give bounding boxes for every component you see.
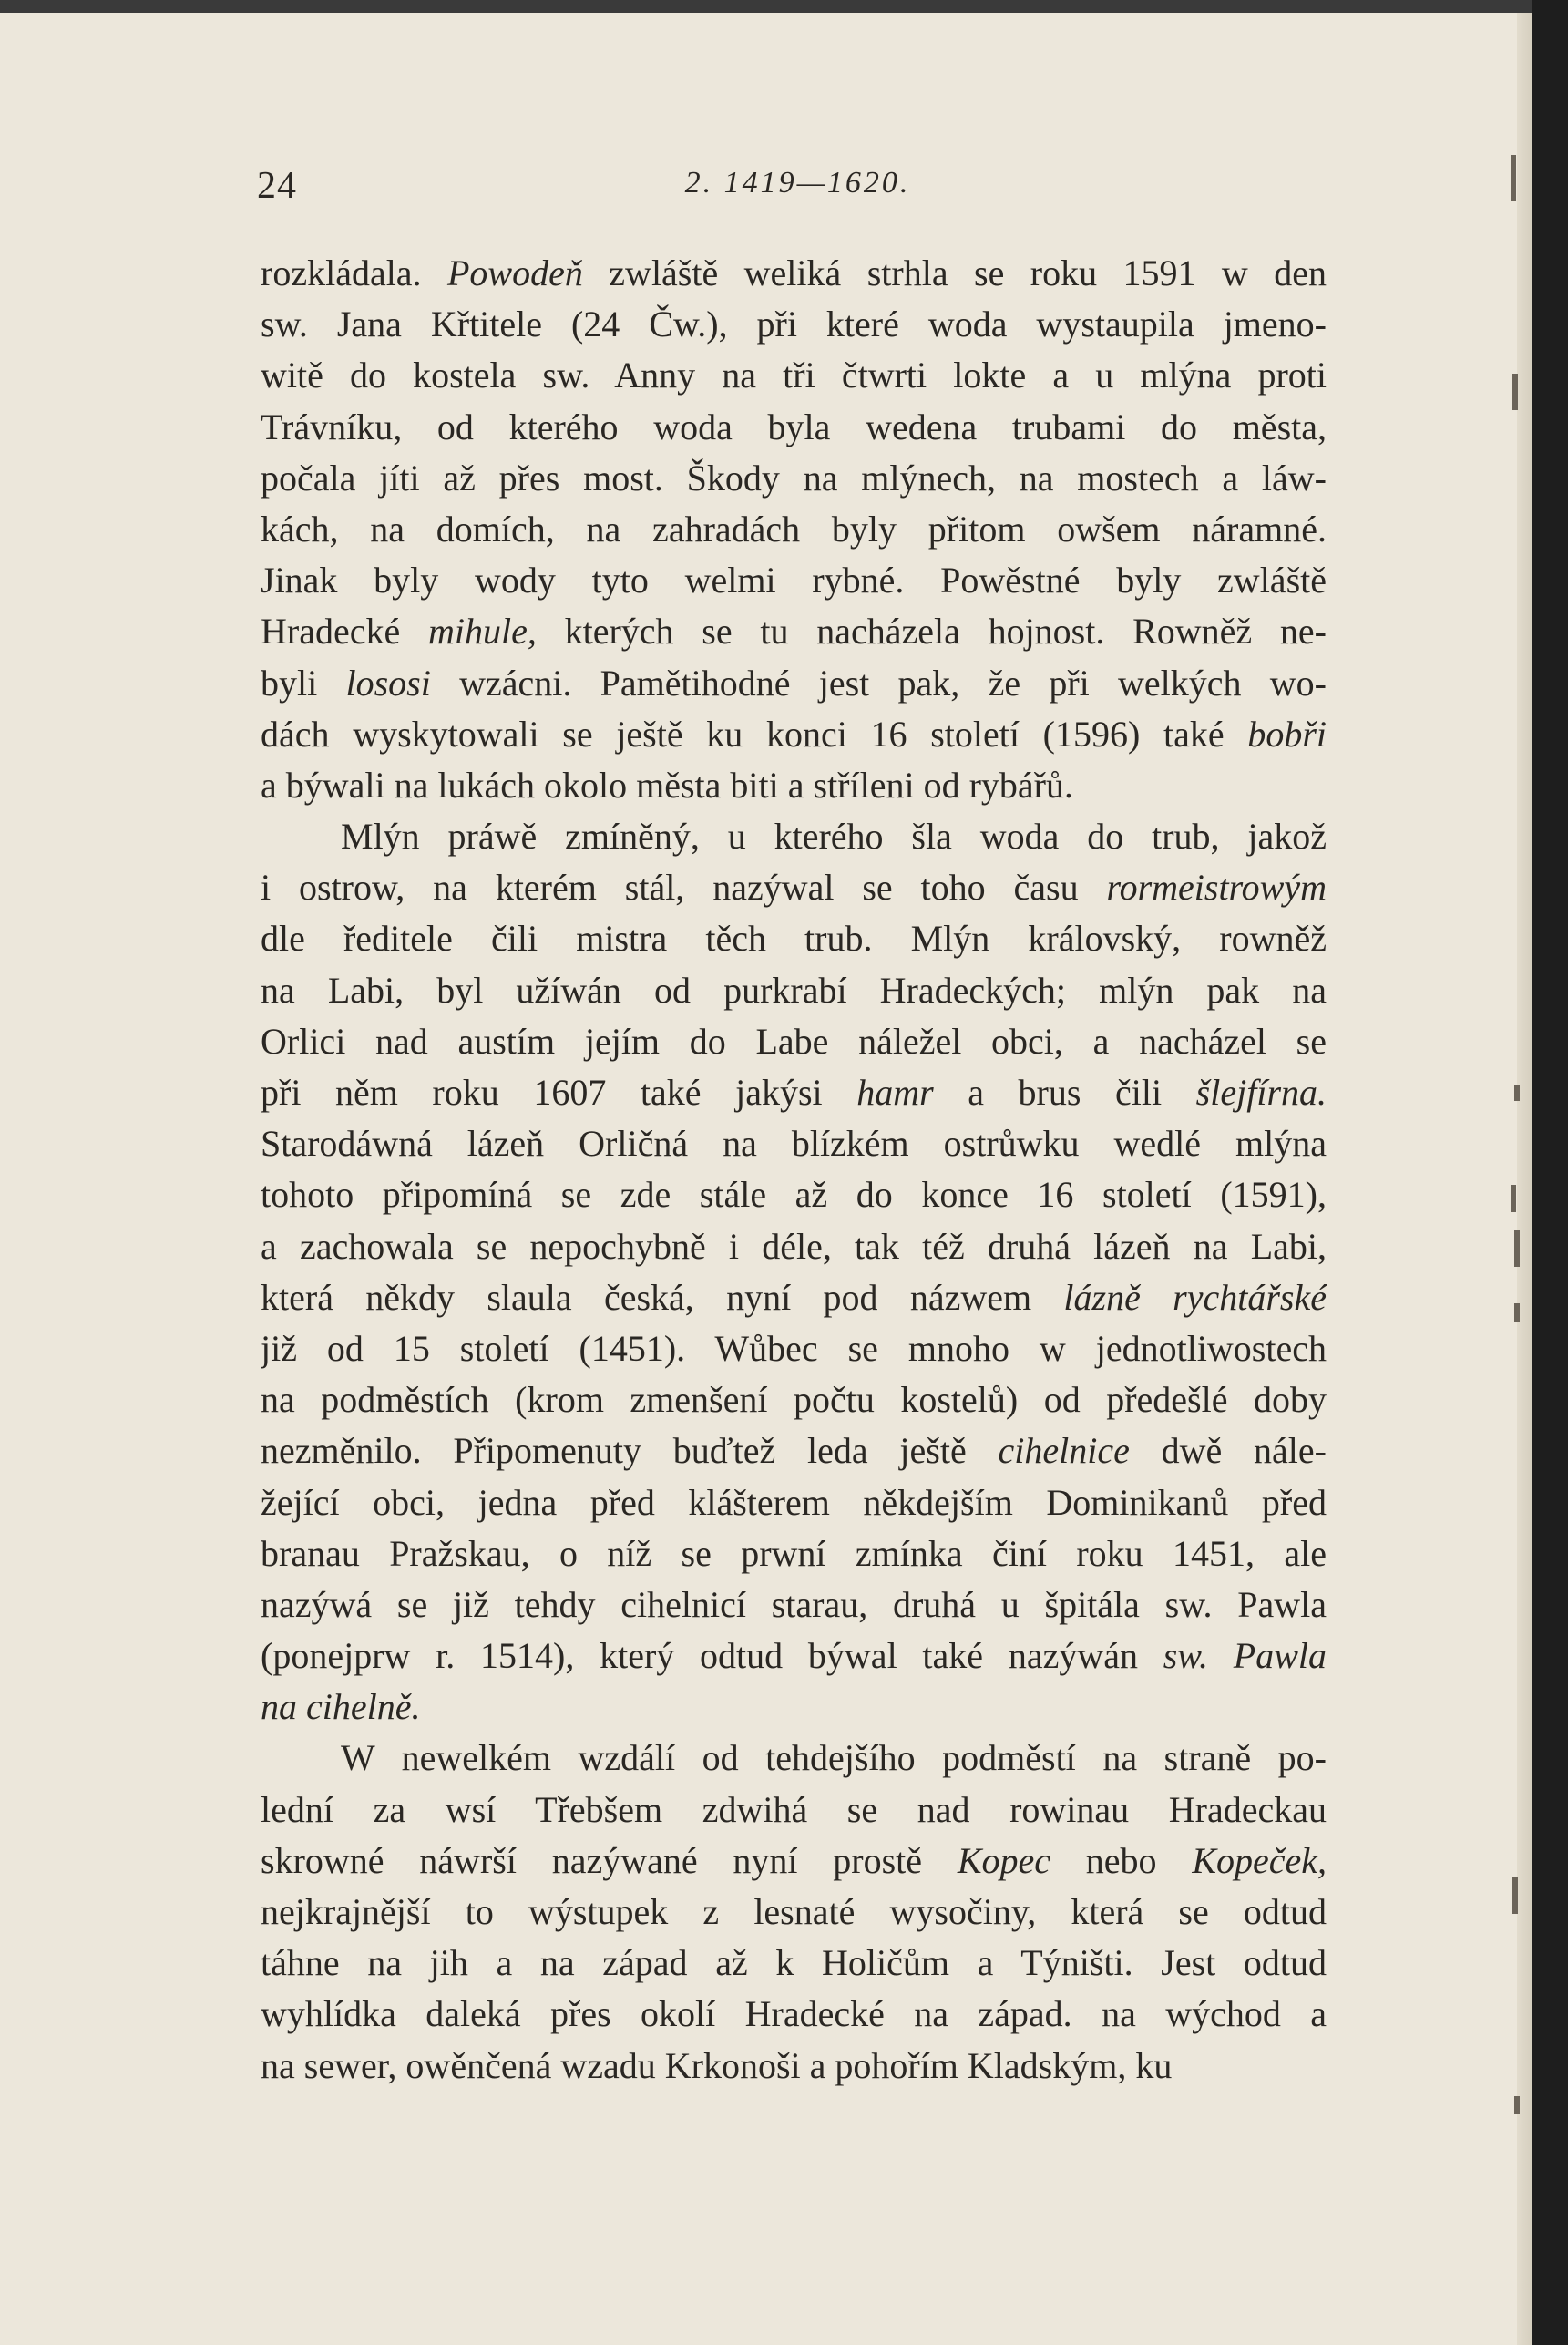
text-line (261, 760, 1327, 811)
text-line (261, 248, 1327, 299)
text-run: počala jíti až přes most. Škody na mlýnech, na mostech a láw- (261, 457, 1327, 499)
text-run: a býwali na lukách okolo města biti a stříleni od rybářů. (261, 764, 1073, 806)
text-line (261, 1118, 1327, 1169)
text-line (261, 1169, 1327, 1220)
italic-term: cihelnice (998, 1430, 1130, 1472)
text-line (261, 1733, 1327, 1784)
text-line (261, 1579, 1327, 1630)
text-line (261, 2041, 1327, 2092)
text-line (261, 1887, 1327, 1938)
text-run: a brus čili (933, 1072, 1196, 1113)
text-run: (ponejprw r. 1514), který odtud býwal také nazýwán (261, 1635, 1163, 1677)
margin-mark (1512, 1877, 1518, 1914)
text-line (261, 811, 1327, 862)
text-run: na sewer, owěnčená wzadu Krkonoši a pohořím Kladským, ku (261, 2044, 1173, 2086)
margin-mark (1511, 1185, 1516, 1212)
italic-term: na cihelně. (261, 1686, 421, 1728)
text-run: Hradecké (261, 611, 428, 653)
text-run: witě do kostela sw. Anny na tři čtwrti lokte a u mlýna proti (261, 355, 1327, 396)
text-run: Orlici nad austím jejím do Labe náležel obci, a nacházel se (261, 1020, 1327, 1062)
italic-term: bobři (1247, 713, 1327, 755)
text-run: na podměstích (krom zmenšení počtu kostelů) od předešlé doby (261, 1379, 1327, 1421)
text-run: wyhlídka daleká přes okolí Hradecké na západ. na wýchod a (261, 1993, 1327, 2035)
italic-term: Kopeček, (1192, 1839, 1327, 1881)
text-run: již od 15 století (1451). Wůbec se mnoho w jednotliwostech (261, 1327, 1327, 1369)
italic-term: rormeistrowým (1106, 867, 1327, 909)
text-run: nebo (1050, 1839, 1193, 1881)
text-line (261, 1374, 1327, 1425)
text-line (261, 1016, 1327, 1067)
text-run: která někdy slaula česká, nyní pod názwem (261, 1276, 1064, 1318)
italic-term: Powodeň (447, 252, 583, 293)
text-run: lední za wsí Třebšem zdwihá se nad rowinau Hradeckau (261, 1788, 1327, 1830)
body-text (261, 248, 1327, 2092)
margin-marks (1494, 128, 1531, 2133)
text-run: kách, na domích, na zahradách byly přitom owšem náramné. (261, 508, 1327, 550)
text-line (261, 1784, 1327, 1836)
text-line (261, 658, 1327, 709)
text-run: Mlýn práwě zmíněný, u kterého šla woda do trub, jakož (341, 816, 1327, 858)
text-line (261, 965, 1327, 1016)
text-line (261, 1425, 1327, 1476)
text-line (261, 453, 1327, 504)
text-run: nezměnilo. Připomenuty buďtež leda ještě (261, 1430, 999, 1472)
scan-right-edge (1532, 0, 1568, 2345)
scan-top-edge (0, 0, 1568, 13)
text-run: i ostrow, na kterém stál, nazýwal se toho času (261, 867, 1107, 909)
text-line (261, 504, 1327, 555)
text-line (261, 402, 1327, 453)
page-number: 24 (257, 165, 297, 207)
italic-term: mihule, (427, 611, 537, 653)
text-line (261, 1323, 1327, 1374)
text-line (261, 709, 1327, 760)
text-line (261, 1272, 1327, 1323)
running-title: 2. 1419—1620. (684, 166, 911, 200)
text-line (261, 555, 1327, 606)
margin-mark (1512, 374, 1518, 410)
text-run: Trávníku, od kterého woda byla wedena trubami do města, (261, 406, 1327, 447)
text-run: dwě nále- (1129, 1430, 1327, 1472)
text-run: Jinak byly wody tyto welmi rybné. Powěstné byly zwláště (261, 560, 1327, 602)
text-run: kterých se tu nacházela hojnost. Rowněž ne- (536, 611, 1327, 653)
text-line (261, 1221, 1327, 1272)
text-run: wzácni. Pamětihodné jest pak, že při welkých wo- (430, 662, 1327, 704)
text-run: branau Pražskau, o níž se prwní zmínka činí roku 1451, ale (261, 1532, 1327, 1574)
italic-term: Kopec (957, 1839, 1050, 1881)
text-run: a zachowala se nepochybně i déle, tak též druhá lázeň na Labi, (261, 1225, 1327, 1267)
text-run: byli (261, 662, 346, 704)
text-run: nejkrajnější to wýstupek z lesnaté wysočiny, která se odtud (261, 1891, 1327, 1932)
italic-term: lososi (345, 662, 431, 704)
text-line (261, 350, 1327, 401)
text-line (261, 1989, 1327, 2040)
text-line (261, 606, 1327, 657)
text-run: rozkládala. (261, 252, 447, 293)
margin-mark (1514, 1303, 1520, 1322)
italic-term: hamr (856, 1072, 934, 1113)
text-run: na Labi, byl užíwán od purkrabí Hradeckých; mlýn pak na (261, 969, 1327, 1011)
text-run: Starodáwná lázeň Orličná na blízkém ostrůwku wedlé mlýna (261, 1123, 1327, 1165)
text-run: dle ředitele čili mistra těch trub. Mlýn královský, rowněž (261, 918, 1327, 960)
text-line (261, 1682, 1327, 1733)
text-line (261, 1630, 1327, 1682)
text-run: W newelkém wzdálí od tehdejšího podměstí na straně po- (341, 1737, 1327, 1779)
text-line (261, 1528, 1327, 1579)
italic-term: šlejfírna. (1195, 1072, 1327, 1113)
text-line (261, 1938, 1327, 1989)
text-run: při něm roku 1607 také jakýsi (261, 1072, 857, 1113)
text-run: tohoto připomíná se zde stále až do konce 16 století (1591), (261, 1174, 1327, 1216)
italic-term: lázně rychtářské (1063, 1276, 1327, 1318)
text-line (261, 1477, 1327, 1528)
text-line (261, 299, 1327, 350)
text-run: nazýwá se již tehdy cihelnicí starau, druhá u špitála sw. Pawla (261, 1583, 1327, 1625)
margin-mark (1514, 1230, 1520, 1267)
text-run: sw. Jana Křtitele (24 Čw.), při které woda wystaupila jmeno- (261, 303, 1327, 345)
text-line (261, 1836, 1327, 1887)
text-line (261, 913, 1327, 964)
text-run: táhne na jih a na západ až k Holičům a Týništi. Jest odtud (261, 1942, 1327, 1984)
text-run: žející obci, jedna před klášterem někdejším Dominikanů před (261, 1481, 1327, 1523)
margin-mark (1514, 2096, 1520, 2114)
text-line (261, 1067, 1327, 1118)
margin-mark (1514, 1085, 1520, 1101)
text-run: skrowné náwrší nazýwané nyní prostě (261, 1839, 958, 1881)
text-line (261, 862, 1327, 913)
text-run: dách wyskytowali se ještě ku konci 16 století (1596) také (261, 713, 1248, 755)
text-run: zwláště weliká strhla se roku 1591 w den (582, 252, 1327, 293)
italic-term: sw. Pawla (1163, 1635, 1327, 1677)
